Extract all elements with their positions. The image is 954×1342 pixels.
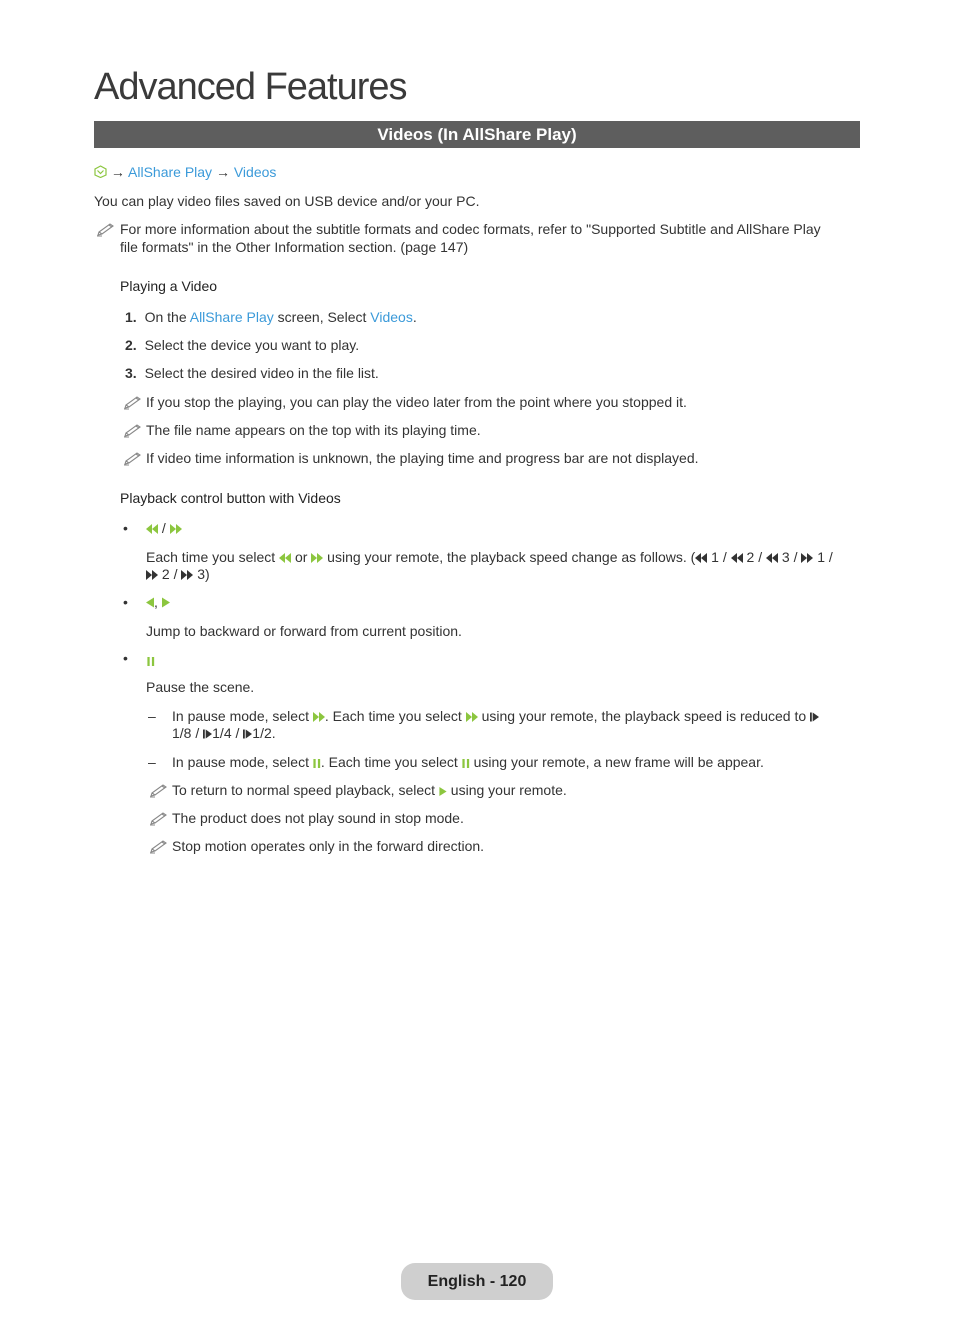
- text: . Each time you select: [324, 708, 466, 724]
- step-text: screen, Select: [273, 309, 371, 325]
- step-1: [125, 309, 417, 326]
- rewind-icon: [146, 524, 158, 534]
- note-icon: [123, 452, 143, 466]
- playback-note: Stop motion operates only in the forward direction.: [172, 838, 485, 854]
- playback-heading: Playback control button with Videos: [120, 490, 341, 506]
- text: In pause mode, select: [172, 754, 313, 770]
- slow-play-icon: [810, 712, 819, 722]
- bullet: •: [123, 650, 128, 666]
- intro-text: You can play video files saved on USB device and/or your PC.: [94, 193, 480, 209]
- section-title: Videos (In AllShare Play): [94, 121, 860, 148]
- speed-text-line1: [146, 549, 833, 566]
- note-icon: [123, 424, 143, 438]
- breadcrumb-arrow: →: [215, 164, 230, 180]
- breadcrumb-arrow: →: [110, 164, 125, 180]
- pause-icon: [462, 759, 470, 768]
- page-number-badge: English - 120: [401, 1263, 553, 1300]
- step-back-icon: [146, 597, 154, 608]
- step-buttons: [146, 594, 170, 611]
- rewind-icon: [695, 553, 707, 563]
- step-number: 3.: [125, 365, 137, 381]
- text: . Each time you select: [320, 754, 462, 770]
- text: 1 /: [813, 549, 833, 565]
- fast-forward-icon: [311, 553, 323, 563]
- step-number: 2.: [125, 337, 137, 353]
- fast-forward-icon: [466, 712, 478, 722]
- note-icon: [149, 812, 169, 826]
- step-text: .: [412, 309, 417, 325]
- playback-note: The product does not play sound in stop mode.: [172, 810, 464, 826]
- text: 1 /: [707, 549, 731, 565]
- jump-text: Jump to backward or forward from current position.: [146, 623, 462, 639]
- intro-note-line2: file formats" in the Other Information section. (page 147): [120, 239, 469, 255]
- slow-play-icon: [243, 729, 252, 739]
- fast-forward-icon: [181, 570, 193, 580]
- text: using your remote, the playback speed is reduced to: [477, 708, 811, 724]
- step-text: Select the desired video in the file list.: [144, 365, 379, 381]
- page-title: Advanced Features: [94, 66, 407, 108]
- playing-note: If you stop the playing, you can play the video later from the point where you stopped it.: [146, 394, 687, 410]
- step-text: Select the device you want to play.: [144, 337, 360, 353]
- note-icon: [149, 784, 169, 798]
- menu-icon: [94, 165, 107, 178]
- text: using your remote.: [446, 782, 567, 798]
- rewind-icon: [731, 553, 743, 563]
- pause-icon: [147, 657, 155, 666]
- speed-text-line2: [146, 566, 210, 583]
- allshare-play-link[interactable]: AllShare Play: [189, 309, 274, 325]
- text: 2 /: [158, 566, 182, 582]
- step-forward-icon: [162, 597, 170, 608]
- text: 1/8 /: [172, 725, 204, 741]
- dash: –: [148, 708, 156, 724]
- fast-forward-icon: [146, 570, 158, 580]
- breadcrumb-allshare-play[interactable]: AllShare Play: [128, 164, 213, 180]
- text: 3 /: [778, 549, 802, 565]
- text: 3): [193, 566, 210, 582]
- rewind-icon: [279, 553, 291, 563]
- breadcrumb: [94, 164, 276, 181]
- text: To return to normal speed playback, select: [172, 782, 439, 798]
- playing-note: If video time information is unknown, the playing time and progress bar are not displayed.: [146, 450, 699, 466]
- pause-icon: [313, 759, 321, 768]
- bullet: •: [123, 594, 128, 610]
- rew-ff-buttons: [146, 520, 182, 537]
- pause-text: Pause the scene.: [146, 679, 255, 695]
- videos-link[interactable]: Videos: [370, 309, 413, 325]
- text: using your remote, a new frame will be appear.: [469, 754, 764, 770]
- text: 1/4 /: [212, 725, 244, 741]
- separator: ,: [154, 594, 162, 610]
- play-icon: [439, 787, 447, 796]
- rewind-icon: [766, 553, 778, 563]
- text: or: [291, 549, 312, 565]
- breadcrumb-videos[interactable]: Videos: [233, 164, 277, 180]
- step-3: [125, 365, 379, 382]
- text: 1/2.: [252, 725, 276, 741]
- fast-forward-icon: [313, 712, 325, 722]
- playing-heading: Playing a Video: [120, 278, 218, 294]
- text: using your remote, the playback speed change as follows. (: [323, 549, 696, 565]
- step-text: On the: [144, 309, 190, 325]
- frame-text: [172, 754, 764, 771]
- step-number: 1.: [125, 309, 137, 325]
- separator: /: [158, 520, 170, 536]
- intro-note-line1: For more information about the subtitle formats and codec formats, refer to "Supported Subtitle and AllShare Play: [120, 221, 821, 237]
- fast-forward-icon: [801, 553, 813, 563]
- bullet: •: [123, 520, 128, 536]
- step-2: [125, 337, 359, 354]
- text: Each time you select: [146, 549, 280, 565]
- playback-note: [172, 782, 567, 799]
- text: 2 /: [742, 549, 766, 565]
- slow-text-line1: [172, 708, 819, 725]
- dash: –: [148, 754, 156, 770]
- fast-forward-icon: [170, 524, 182, 534]
- note-icon: [123, 396, 143, 410]
- pause-button: [147, 652, 155, 669]
- note-icon: [96, 223, 116, 237]
- slow-play-icon: [203, 729, 212, 739]
- playing-note: The file name appears on the top with its playing time.: [146, 422, 481, 438]
- note-icon: [149, 840, 169, 854]
- slow-text-line2: [172, 725, 276, 742]
- text: In pause mode, select: [172, 708, 313, 724]
